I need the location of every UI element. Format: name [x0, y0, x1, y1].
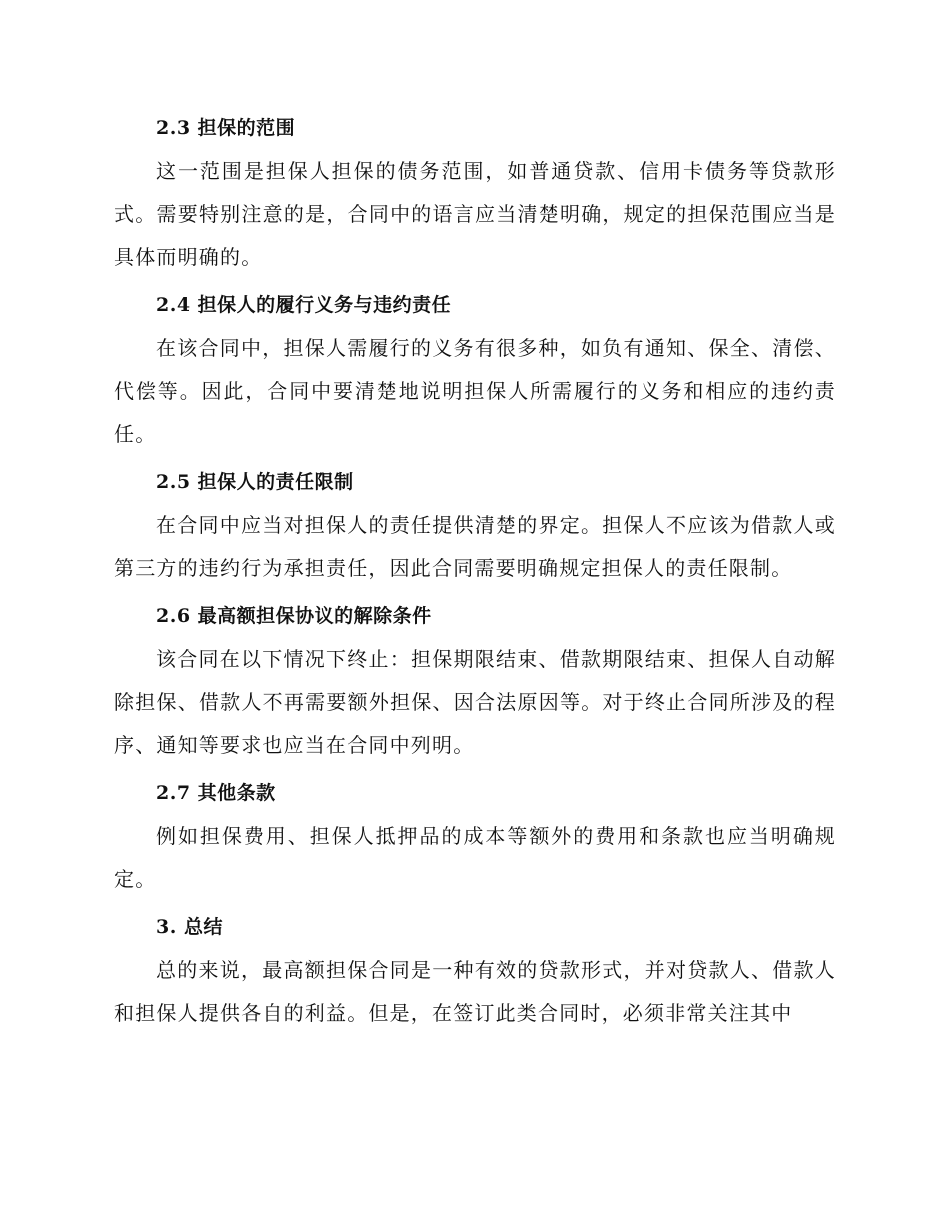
- section-body-2-4: 在该合同中，担保人需履行的义务有很多种，如负有通知、保全、清偿、代偿等。因此，合同中要清楚地说明担保人所需履行的义务和相应的违约责任。: [114, 336, 836, 446]
- section-body-2-6: 该合同在以下情况下终止：担保期限结束、借款期限结束、担保人自动解除担保、借款人不再需要额外担保、因合法原因等。对于终止合同所涉及的程序、通知等要求也应当在合同中列明。: [114, 647, 836, 757]
- section-body-2-7: 例如担保费用、担保人抵押品的成本等额外的费用和条款也应当明确规定。: [114, 824, 836, 891]
- section-title-2-5: 2.5 担保人的责任限制: [156, 471, 354, 493]
- section-title-3: 3. 总结: [156, 916, 223, 938]
- section-title-2-7: 2.7 其他条款: [156, 782, 276, 804]
- section-title-2-4: 2.4 担保人的履行义务与违约责任: [156, 294, 452, 316]
- section-body-2-5: 在合同中应当对担保人的责任提供清楚的界定。担保人不应该为借款人或第三方的违约行为承担责任，因此合同需要明确规定担保人的责任限制。: [114, 513, 836, 580]
- section-title-2-3: 2.3 担保的范围: [156, 117, 296, 139]
- document-page: [114, 112, 836, 1035]
- section-title-2-6: 2.6 最高额担保协议的解除条件: [156, 605, 432, 627]
- section-body-3: 总的来说，最高额担保合同是一种有效的贷款形式，并对贷款人、借款人和担保人提供各自的利益。但是，在签订此类合同时，必须非常关注其中: [114, 958, 836, 1025]
- section-body-2-3: 这一范围是担保人担保的债务范围，如普通贷款、信用卡债务等贷款形式。需要特别注意的是，合同中的语言应当清楚明确，规定的担保范围应当是具体而明确的。: [114, 159, 836, 269]
